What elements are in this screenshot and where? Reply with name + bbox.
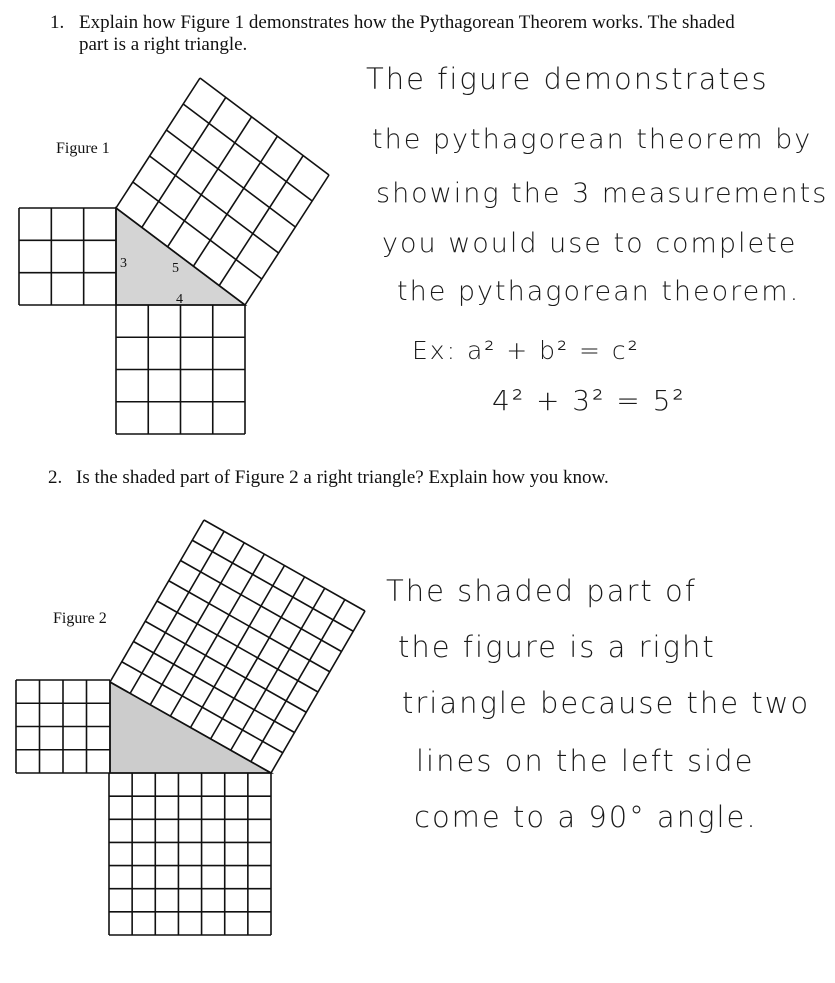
figure-2-bottom-square <box>109 773 271 935</box>
question-1-text-line-2: part is a right triangle. <box>79 34 248 55</box>
figure-1-label: Figure 1 <box>56 140 110 157</box>
answer-1-line-2: the pythagorean theorem by <box>372 124 813 155</box>
figure-2-left-square <box>16 680 110 773</box>
question-1-text-line-1: Explain how Figure 1 demonstrates how the Pythagorean Theorem works. The shaded <box>79 12 735 33</box>
answer-2-line-4: lines on the left side <box>416 744 755 778</box>
figure-2-label: Figure 2 <box>53 610 107 627</box>
answer-1-line-1: The figure demonstrates <box>366 62 769 96</box>
figure-1-side-label-3: 3 <box>120 256 127 271</box>
figure-1-bottom-square <box>116 305 245 434</box>
answer-1-line-7: 4² + 3² = 5² <box>492 384 686 417</box>
answer-1-line-6: Ex: a² + b² = c² <box>412 336 640 365</box>
answer-1-line-4: you would use to complete <box>382 228 798 259</box>
question-2-number: 2. <box>48 467 63 488</box>
figure-1-diagram <box>0 0 329 434</box>
figure-1-left-square <box>19 208 116 305</box>
question-1-number: 1. <box>50 12 65 33</box>
answer-1-line-5: the pythagorean theorem. <box>397 276 801 307</box>
answer-2-line-1: The shaded part of <box>386 574 697 608</box>
question-2-text: Is the shaded part of Figure 2 a right triangle? Explain how you know. <box>76 467 609 488</box>
answer-1-line-3: showing the 3 measurements <box>376 178 829 209</box>
answer-2-line-3: triangle because the two <box>402 686 811 720</box>
answer-2-line-5: come to a 90° angle. <box>414 800 758 834</box>
figure-1-side-label-5: 5 <box>172 261 179 276</box>
figure-1-side-label-4: 4 <box>176 292 183 307</box>
answer-2-line-2: the figure is a right <box>398 630 716 664</box>
figure-2-diagram <box>16 520 365 935</box>
